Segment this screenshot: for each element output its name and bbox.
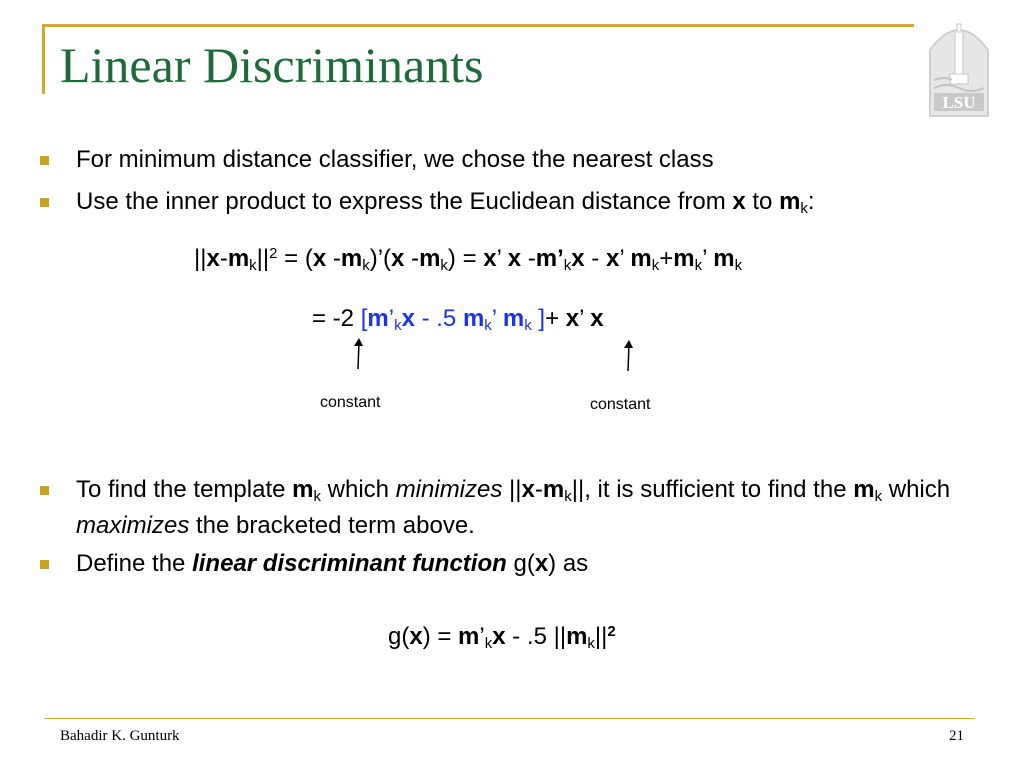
bullet-2-text: Use the inner product to express the Euclidean distance from x to $m_k$: <box>76 188 815 217</box>
svg-text:LSU: LSU <box>942 93 976 112</box>
bullet-square-icon <box>40 486 49 495</box>
equation-bracketed-term: = -2 [$m’_kx - .5$ $m_k$’ $m_k$ ]+ x’ x <box>312 305 604 334</box>
bullet-3-text: To find the template $m_k$ which minimizes $||x-m_k||$, it is sufficient to find the $m_k$ which maximizes the bracketed term above. <box>76 476 951 539</box>
constant-label-right: constant <box>590 396 651 413</box>
title-frame-top-rule <box>42 24 914 27</box>
title-frame-left-rule <box>42 24 45 94</box>
slide-title: Linear Discriminants <box>60 37 484 93</box>
lsu-logo <box>924 18 994 118</box>
bullet-square-icon <box>40 560 49 569</box>
equation-discriminant-function: $g(x) = m’_kx - .5$ $||m_k||^2$ <box>388 623 616 652</box>
arrow-up-icon <box>620 338 636 372</box>
arrow-up-icon <box>350 336 366 370</box>
bullet-1-text: For minimum distance classifier, we chose the nearest class <box>76 146 714 173</box>
constant-label-left: constant <box>320 394 381 411</box>
page-number: 21 <box>949 728 964 744</box>
bullet-square-icon <box>40 156 49 165</box>
bullet-4-text: Define the linear discriminant function g(x) as <box>76 550 589 577</box>
footer-author: Bahadir K. Gunturk <box>60 728 180 744</box>
bullet-square-icon <box>40 198 49 207</box>
footer-rule <box>44 718 974 719</box>
equation-distance-expansion: $||x-m_k||^2 = (x$ $-m_k)’(x$ $-m_k) = x$’ x $-m’_kx$ - x’ $m_k+m_k$’ $m_k$ <box>194 245 743 274</box>
